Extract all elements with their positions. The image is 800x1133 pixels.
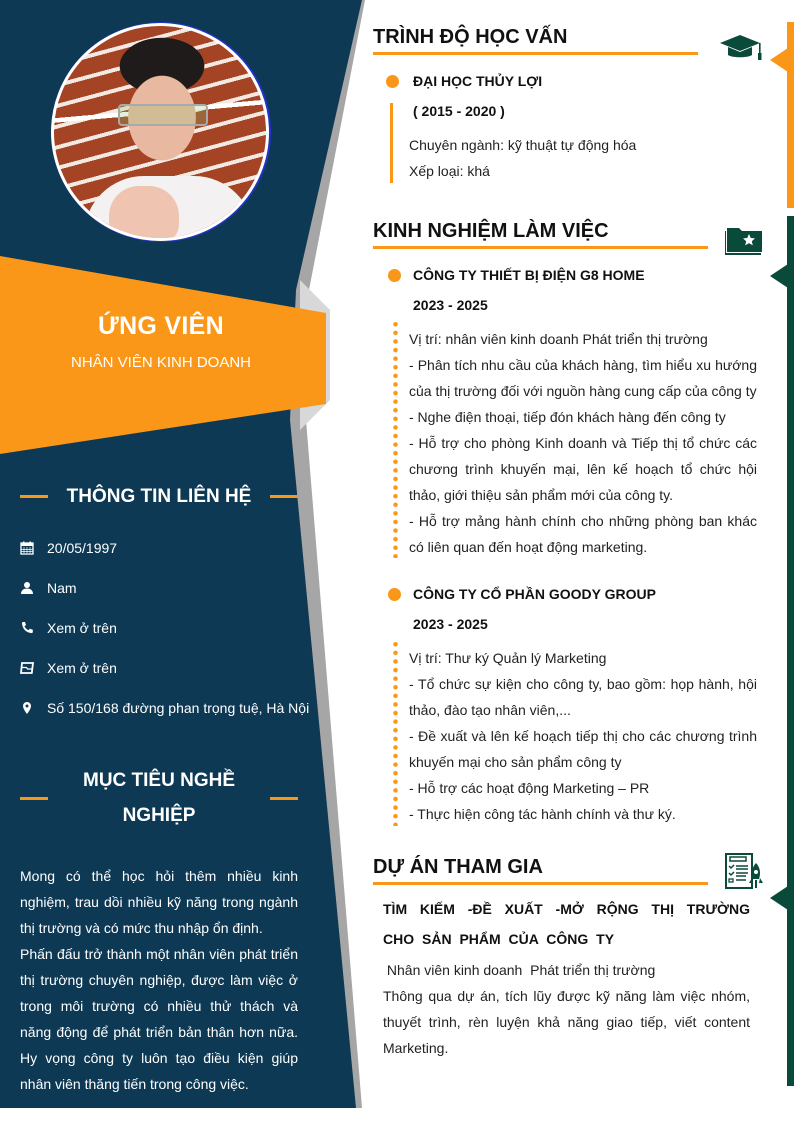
job-company: CÔNG TY THIẾT BỊ ĐIỆN G8 HOME bbox=[413, 267, 645, 283]
project-checklist-rocket-icon bbox=[724, 851, 766, 893]
contact-phone: Xem ở trên bbox=[20, 608, 320, 648]
email-icon bbox=[20, 661, 47, 675]
location-icon bbox=[20, 701, 47, 715]
education-timeline bbox=[390, 103, 393, 183]
user-icon bbox=[20, 581, 47, 595]
job-details: Vị trí: nhân viên kinh doanh Phát triển thị trường - Phân tích nhu cầu của khách hàng, tìm hiểu xu hướng của thị trường đối với nguồn hàng cung cấp của công ty - Nghe điện thoại, tiếp đón khách hàng đến công ty - Hỗ trợ cho phòng Kinh doanh và Tiếp thị tổ chức các chương trình khuyến mại, lên kế hoạch tổ chức hội thảo, giới thiệu sản phẩm mới của công ty. - Hỗ trợ mảng hành chính cho những phòng ban khác có liên quan đến hoạt động marketing. bbox=[409, 331, 757, 555]
job-period: 2023 - 2025 bbox=[413, 297, 488, 313]
education-notch bbox=[770, 48, 788, 72]
contact-section-title: THÔNG TIN LIÊN HỆ bbox=[20, 479, 298, 514]
project-name: TÌM KIẾM -ĐỀ XUẤT -MỞ RỘNG THỊ TRƯỜNG CHO SẢN PHẨM CỦA CÔNG TY bbox=[383, 901, 750, 947]
project-details: Nhân viên kinh doanh Phát triển thị trường Thông qua dự án, tích lũy được kỹ năng làm việc nhóm, thuyết trình, rèn luyện khả năng giao tiếp, viết content Marketing. bbox=[383, 962, 750, 1056]
title-bar-right bbox=[270, 797, 298, 800]
contact-email: Xem ở trên bbox=[20, 648, 320, 688]
projects-title: DỰ ÁN THAM GIA bbox=[373, 856, 708, 885]
experience-side-bar bbox=[787, 216, 794, 1086]
job-details: Vị trí: Thư ký Quản lý Marketing - Tổ chức sự kiện cho công ty, bao gồm: họp hành, hội thảo, đào tạo nhân viên,... - Đề xuất và lên kế hoạch tiếp thị cho các chương trình khuyến mại cho sản phẩm công ty - Hỗ trợ các hoạt động Marketing – PR - Thực hiện công tác hành chính và thư ký. bbox=[409, 650, 757, 822]
avatar-hand bbox=[109, 186, 179, 241]
goal-section-title: MỤC TIÊU NGHỀ NGHIỆP bbox=[20, 763, 298, 833]
school-name: ĐẠI HỌC THỦY LỢI bbox=[413, 73, 543, 89]
calendar-icon bbox=[20, 541, 47, 555]
experience-title: KINH NGHIỆM LÀM VIỆC bbox=[373, 220, 708, 249]
job-timeline bbox=[393, 640, 398, 826]
contact-list bbox=[20, 528, 320, 728]
experience-notch bbox=[770, 264, 788, 288]
job-timeline bbox=[393, 320, 398, 558]
contact-birthday: 20/05/1997 bbox=[20, 528, 320, 568]
education-side-bar bbox=[787, 22, 794, 208]
job-bullet bbox=[388, 588, 401, 601]
job-company: CÔNG TY CỔ PHẦN GOODY GROUP bbox=[413, 586, 656, 602]
title-bar-left bbox=[20, 495, 48, 498]
folder-star-icon bbox=[725, 222, 765, 256]
avatar-glasses bbox=[118, 104, 208, 126]
education-bullet bbox=[386, 75, 399, 88]
phone-icon bbox=[20, 621, 47, 635]
title-bar-left bbox=[20, 797, 48, 800]
job-period: 2023 - 2025 bbox=[413, 616, 488, 632]
job-bullet bbox=[388, 269, 401, 282]
career-goal-text: Mong có thể học hỏi thêm nhiều kinh nghiệm, trau dồi nhiều kỹ năng trong ngành thị trường và có mức thu nhập ổn định. Phấn đấu trở thành một nhân viên phát triển thị trường chuyên nghiệp, được làm việc ở trong môi trường có nhiều thử thách và năng động để phát triển bản thân hơn nữa. Hy vọng công ty luôn tạo điều kiện giúp nhân viên thăng tiến trong công việc. bbox=[20, 868, 298, 1092]
graduation-cap-icon bbox=[720, 33, 764, 63]
avatar bbox=[51, 23, 269, 241]
title-bar-right bbox=[270, 495, 298, 498]
candidate-name: ỨNG VIÊN bbox=[98, 312, 224, 340]
contact-address: Số 150/168 đường phan trọng tuệ, Hà Nội bbox=[20, 688, 320, 728]
school-period: ( 2015 - 2020 ) bbox=[413, 103, 505, 119]
contact-gender: Nam bbox=[20, 568, 320, 608]
education-details: Chuyên ngành: kỹ thuật tự động hóa Xếp loại: khá bbox=[409, 137, 637, 179]
projects-notch bbox=[770, 886, 788, 910]
candidate-role: NHÂN VIÊN KINH DOANH bbox=[70, 354, 252, 371]
education-title: TRÌNH ĐỘ HỌC VẤN bbox=[373, 26, 698, 55]
